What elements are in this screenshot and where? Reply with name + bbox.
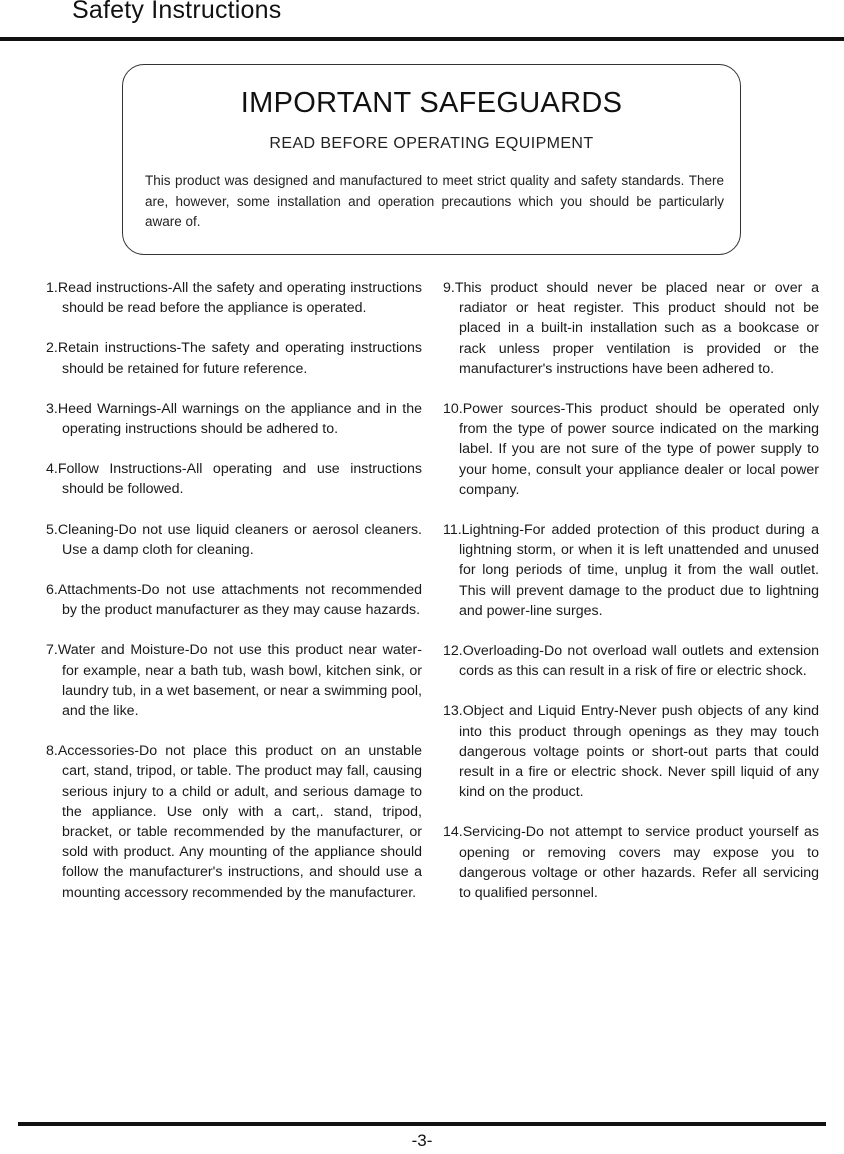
instruction-item: 2.Retain instructions-The safety and operating instructions should be retained for future reference.: [46, 340, 422, 377]
instructions-left-column: [46, 278, 422, 923]
instruction-item: 7.Water and Moisture-Do not use this product near water-for example, near a bath tub, wash bowl, kitchen sink, or laundry tub, in a wet basement, or near a swimming pool, and the like.: [46, 642, 422, 720]
instruction-item: 12.Overloading-Do not overload wall outlets and extension cords as this can result in a risk of fire or electric shock.: [443, 643, 819, 680]
instruction-item: 5.Cleaning-Do not use liquid cleaners or aerosol cleaners. Use a damp cloth for cleaning.: [46, 521, 422, 558]
instruction-item: 3.Heed Warnings-All warnings on the appliance and in the operating instructions should be adhered to.: [46, 400, 422, 438]
safeguards-subtitle: READ BEFORE OPERATING EQUIPMENT: [269, 135, 594, 152]
instruction-item: 14.Servicing-Do not attempt to service product yourself as opening or removing covers may expose you to dangerous voltage or other hazards. Refer all servicing to qualified personnel.: [443, 824, 819, 902]
instructions-right-column: [443, 278, 819, 923]
instruction-item: 13.Object and Liquid Entry-Never push objects of any kind into this product through openings as they may touch dangerous voltage points or short-out parts that could result in a fire or electric shock. Never spill liquid of any kind on the product.: [443, 703, 819, 801]
instruction-item: 10.Power sources-This product should be operated only from the type of power source indicated on the marking label. If you are not sure of the type of power supply to your home, consult your appliance dealer or local power company.: [443, 401, 819, 498]
page-number: -3-: [411, 1131, 433, 1150]
instruction-item: 1.Read instructions-All the safety and operating instructions should be read before the appliance is operated.: [46, 280, 422, 317]
instruction-item: 9.This product should never be placed near or over a radiator or heat register. This product should not be placed in a built-in installation such as a bookcase or rack unless proper ventilation is provided or the manufacturer's instructions have been adhered to.: [443, 280, 819, 377]
instruction-item: 11.Lightning-For added protection of this product during a lightning storm, or when it is left unattended and unused for long periods of time, unplug it from the wall outlet. This will prevent damage to the product due to lightning and power-line surges.: [443, 522, 819, 619]
footer-rule: [18, 1122, 826, 1126]
instruction-item: 6.Attachments-Do not use attachments not recommended by the product manufacturer as they may cause hazards.: [46, 582, 422, 619]
instruction-item: 4.Follow Instructions-All operating and use instructions should be followed.: [46, 461, 422, 498]
important-safeguards-box: [122, 64, 741, 255]
instruction-item: 8.Accessories-Do not place this product on an unstable cart, stand, tripod, or table. The product may fall, causing serious injury to a child or adult, and serious damage to the appliance. Use only with a cart,. stand, tripod, bracket, or table recommended by the manufacturer, or sold with product. Any mounting of the appliance should follow the manufacturer's instructions, and should use a mounting accessory recommended by the manufacturer.: [46, 743, 422, 901]
header-rule: [0, 37, 844, 41]
page-header-title: Safety Instructions: [72, 0, 282, 24]
safeguards-intro: This product was designed and manufactured to meet strict quality and safety standards. There are, however, some installation and operation precautions which you should be particularly aware of.: [145, 173, 724, 229]
safeguards-title: IMPORTANT SAFEGUARDS: [240, 87, 623, 119]
